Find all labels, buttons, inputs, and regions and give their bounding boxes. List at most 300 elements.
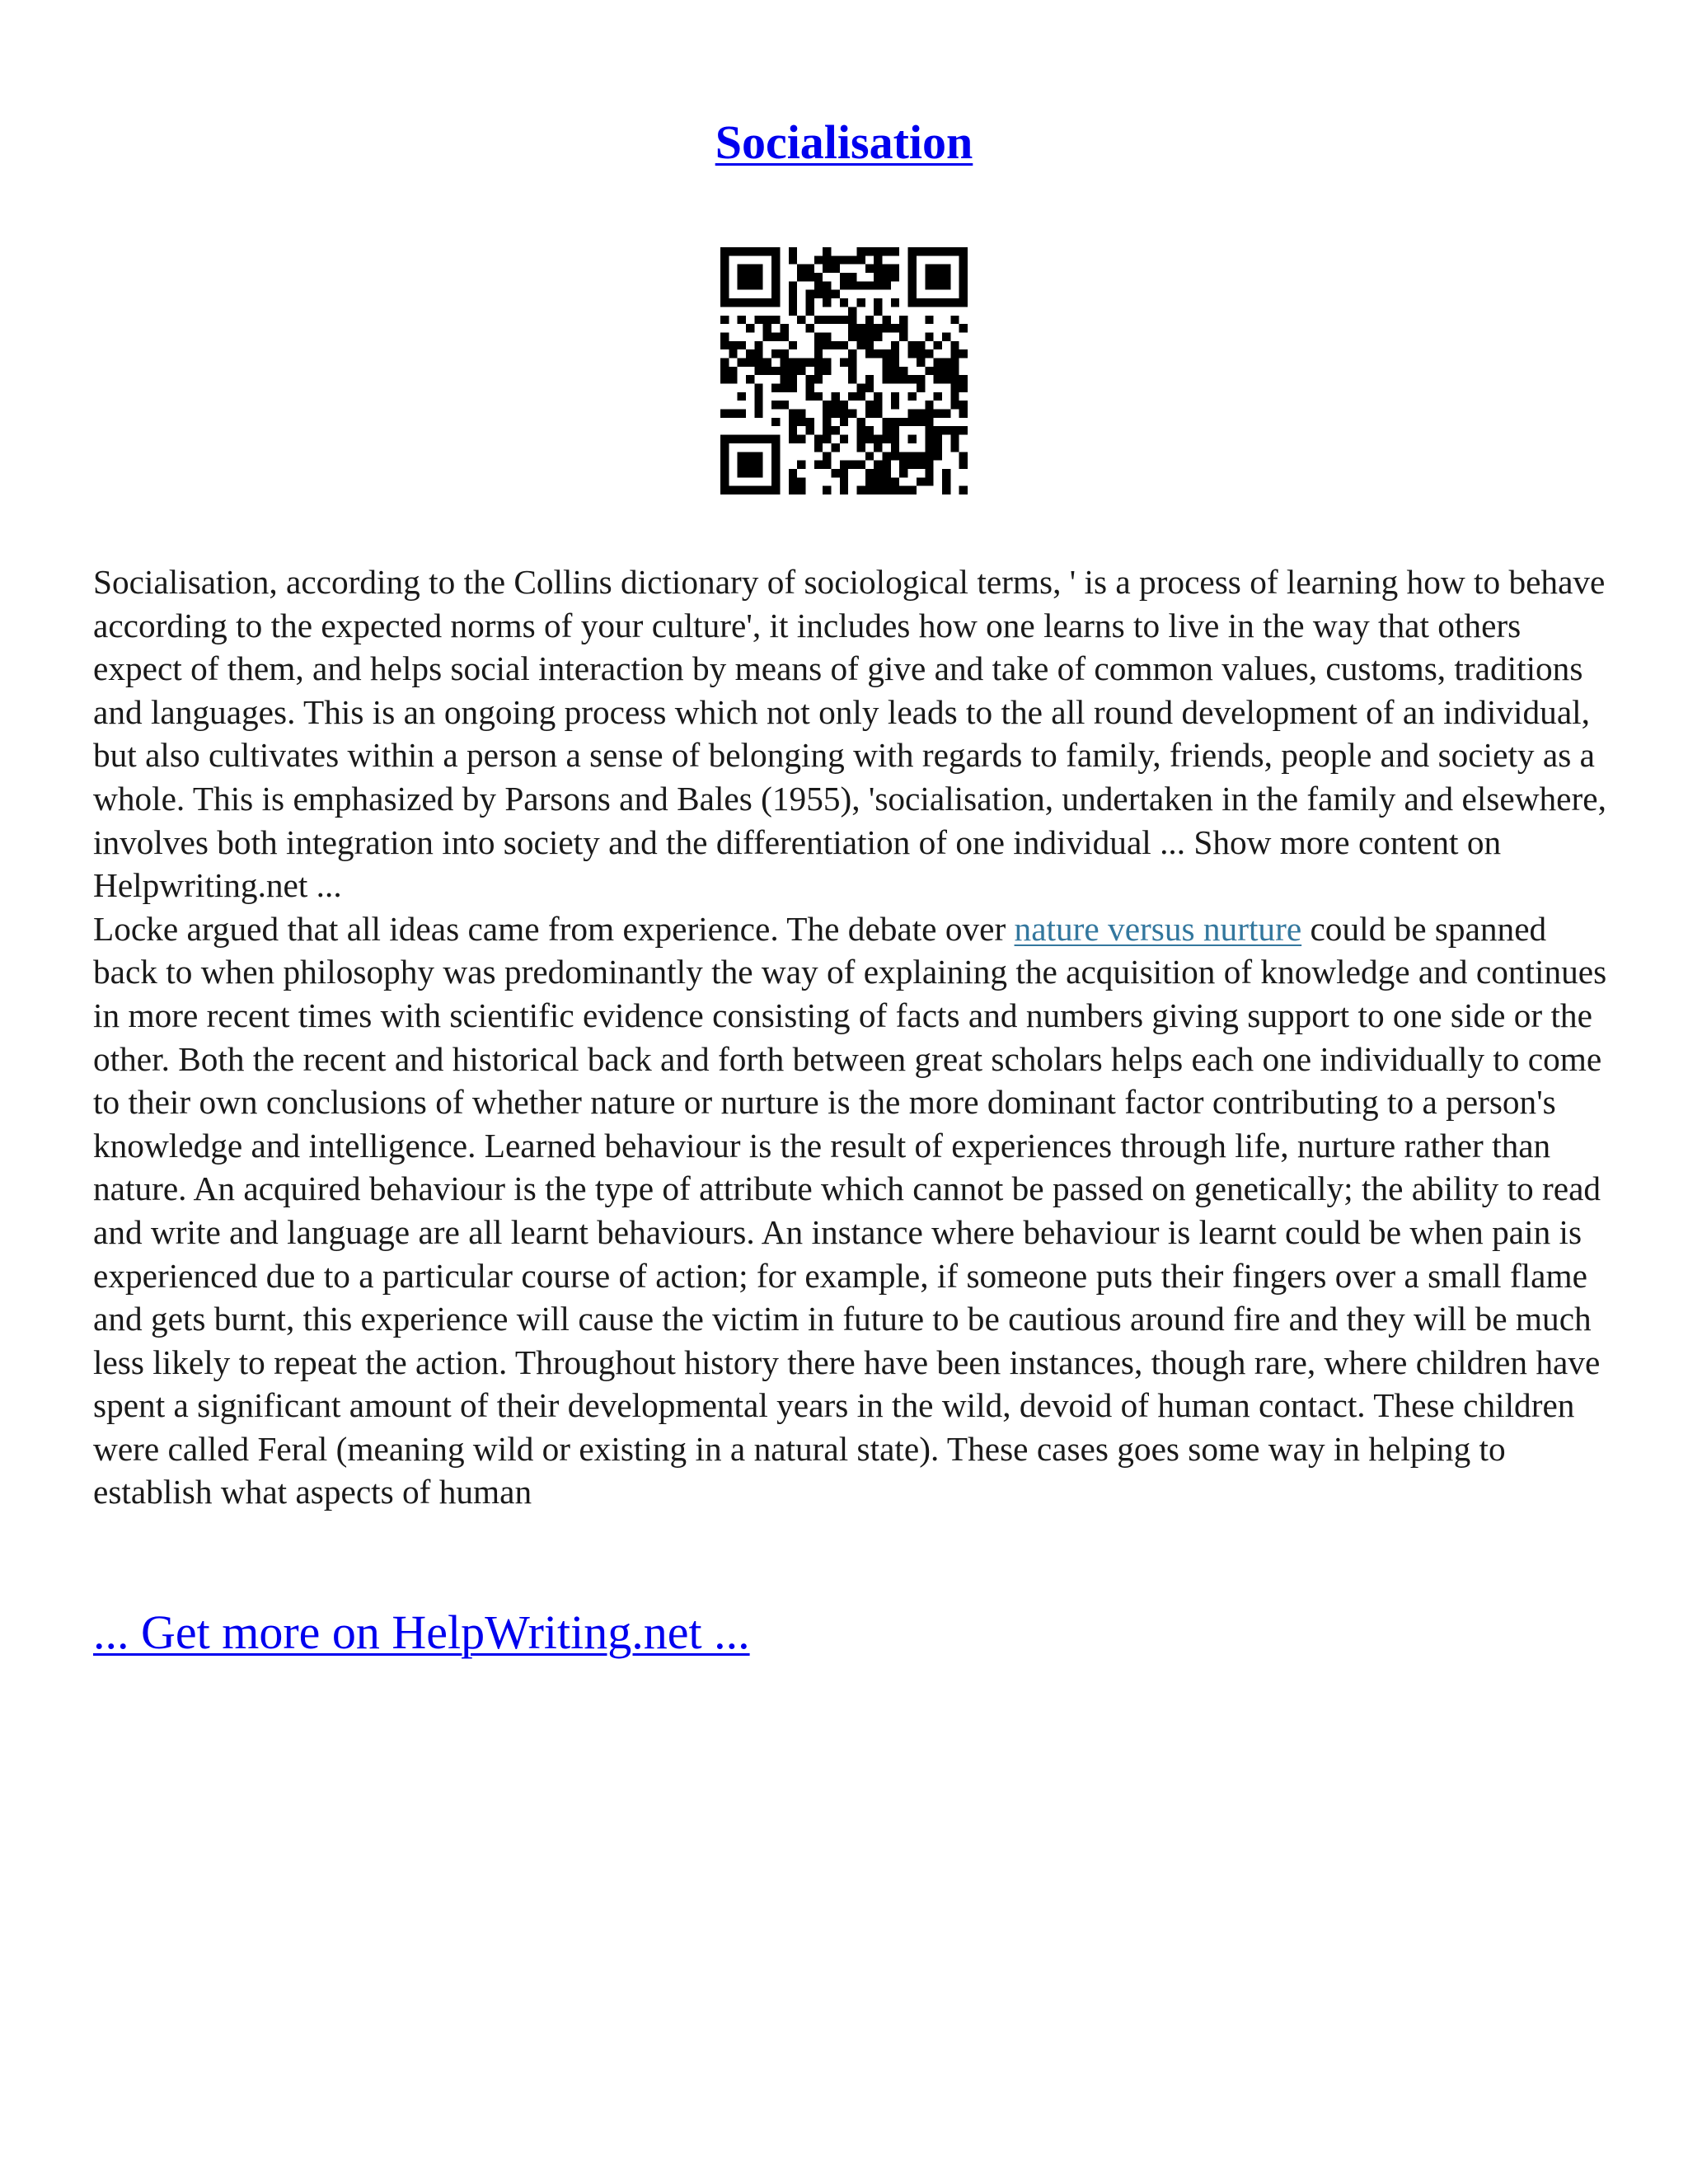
qr-module bbox=[883, 316, 891, 324]
qr-module bbox=[789, 358, 797, 366]
qr-module bbox=[857, 426, 865, 434]
qr-module bbox=[865, 265, 874, 273]
qr-module bbox=[780, 358, 788, 366]
qr-module bbox=[899, 469, 907, 477]
qr-module bbox=[763, 367, 771, 375]
qr-module bbox=[917, 358, 925, 366]
qr-module bbox=[865, 332, 874, 340]
qr-module bbox=[814, 435, 823, 443]
qr-module bbox=[942, 358, 950, 366]
qr-module bbox=[934, 265, 942, 273]
qr-module bbox=[840, 469, 848, 477]
qr-module bbox=[950, 247, 959, 255]
qr-module bbox=[797, 273, 805, 281]
qr-module bbox=[823, 401, 831, 409]
qr-module bbox=[865, 349, 874, 358]
qr-module bbox=[797, 477, 805, 485]
qr-module bbox=[789, 426, 797, 434]
qr-module bbox=[891, 392, 899, 401]
qr-module bbox=[720, 469, 729, 477]
document-title bbox=[0, 114, 1688, 171]
qr-module bbox=[857, 461, 865, 469]
qr-module bbox=[848, 349, 856, 358]
get-more-paragraph bbox=[93, 1604, 750, 1661]
qr-module bbox=[942, 469, 950, 477]
qr-module bbox=[720, 486, 729, 494]
qr-module bbox=[780, 384, 788, 392]
qr-module bbox=[891, 435, 899, 443]
qr-module bbox=[840, 358, 848, 366]
qr-module bbox=[950, 316, 959, 324]
qr-module bbox=[823, 316, 831, 324]
qr-module bbox=[771, 435, 780, 443]
qr-module bbox=[840, 281, 848, 289]
qr-module bbox=[771, 290, 780, 298]
qr-module bbox=[814, 255, 823, 264]
qr-module bbox=[857, 341, 865, 349]
qr-module bbox=[891, 486, 899, 494]
qr-module bbox=[857, 435, 865, 443]
qr-module bbox=[857, 392, 865, 401]
qr-module bbox=[789, 281, 797, 289]
qr-module bbox=[908, 452, 917, 460]
qr-module bbox=[746, 469, 754, 477]
qr-module bbox=[831, 316, 839, 324]
qr-module bbox=[848, 307, 856, 315]
qr-module bbox=[908, 349, 917, 358]
qr-module bbox=[720, 410, 729, 418]
qr-module bbox=[950, 401, 959, 409]
qr-module bbox=[720, 247, 729, 255]
qr-module bbox=[883, 418, 891, 426]
qr-module bbox=[925, 418, 933, 426]
qr-module bbox=[959, 265, 968, 273]
qr-module bbox=[720, 435, 729, 443]
qr-module bbox=[883, 375, 891, 383]
qr-module bbox=[805, 426, 814, 434]
qr-module bbox=[934, 273, 942, 281]
qr-module bbox=[789, 307, 797, 315]
qr-module bbox=[754, 298, 762, 307]
qr-module bbox=[763, 298, 771, 307]
qr-module bbox=[857, 443, 865, 452]
qr-module bbox=[908, 273, 917, 281]
qr-module bbox=[754, 469, 762, 477]
qr-module bbox=[754, 435, 762, 443]
qr-module bbox=[865, 375, 874, 383]
qr-module bbox=[840, 341, 848, 349]
qr-module bbox=[883, 477, 891, 485]
qr-module bbox=[891, 477, 899, 485]
qr-module bbox=[865, 401, 874, 409]
qr-module bbox=[823, 247, 831, 255]
qr-module bbox=[789, 367, 797, 375]
qr-module bbox=[925, 298, 933, 307]
qr-module bbox=[738, 298, 746, 307]
qr-module bbox=[823, 358, 831, 366]
qr-module bbox=[934, 281, 942, 289]
qr-module bbox=[934, 375, 942, 383]
qr-module bbox=[959, 384, 968, 392]
qr-module bbox=[908, 461, 917, 469]
qr-module bbox=[891, 418, 899, 426]
qr-module bbox=[789, 384, 797, 392]
qr-module bbox=[883, 324, 891, 332]
qr-module bbox=[771, 332, 780, 340]
qr-module bbox=[908, 392, 917, 401]
qr-module bbox=[763, 316, 771, 324]
qr-module bbox=[917, 477, 925, 485]
qr-module bbox=[720, 281, 729, 289]
qr-module bbox=[857, 332, 865, 340]
qr-module bbox=[840, 255, 848, 264]
qr-module bbox=[848, 367, 856, 375]
qr-module bbox=[720, 290, 729, 298]
qr-module bbox=[746, 265, 754, 273]
title-link[interactable]: Socialisation bbox=[715, 115, 973, 169]
qr-module bbox=[934, 358, 942, 366]
get-more-link[interactable]: ... Get more on HelpWriting.net ... bbox=[93, 1605, 750, 1659]
qr-module bbox=[771, 418, 780, 426]
qr-module bbox=[942, 486, 950, 494]
qr-module bbox=[865, 486, 874, 494]
qr-module bbox=[848, 375, 856, 383]
qr-module bbox=[789, 298, 797, 307]
qr-module bbox=[848, 410, 856, 418]
qr-module bbox=[754, 349, 762, 358]
qr-module bbox=[720, 298, 729, 307]
qr-module bbox=[883, 273, 891, 281]
qr-module bbox=[789, 290, 797, 298]
qr-module bbox=[780, 367, 788, 375]
qr-module bbox=[805, 307, 814, 315]
qr-module bbox=[883, 358, 891, 366]
qr-module bbox=[925, 401, 933, 409]
qr-module bbox=[874, 486, 882, 494]
qr-module bbox=[763, 358, 771, 366]
qr-module bbox=[754, 486, 762, 494]
qr-module bbox=[950, 435, 959, 443]
qr-module bbox=[848, 316, 856, 324]
qr-module bbox=[789, 375, 797, 383]
qr-module bbox=[754, 392, 762, 401]
qr-module bbox=[738, 265, 746, 273]
qr-module bbox=[874, 410, 882, 418]
qr-module bbox=[891, 298, 899, 307]
qr-module bbox=[908, 341, 917, 349]
qr-module bbox=[720, 367, 729, 375]
qr-module bbox=[908, 486, 917, 494]
qr-module bbox=[763, 247, 771, 255]
qr-module bbox=[950, 349, 959, 358]
qr-module bbox=[857, 418, 865, 426]
qr-module bbox=[746, 273, 754, 281]
qr-module bbox=[934, 443, 942, 452]
qr-module bbox=[754, 316, 762, 324]
qr-module bbox=[840, 486, 848, 494]
qr-module bbox=[754, 265, 762, 273]
qr-module bbox=[899, 332, 907, 340]
qr-module bbox=[925, 367, 933, 375]
qr-module bbox=[934, 452, 942, 460]
qr-module bbox=[814, 443, 823, 452]
qr-module bbox=[959, 452, 968, 460]
qr-module bbox=[729, 349, 737, 358]
qr-module bbox=[857, 384, 865, 392]
qr-module bbox=[754, 410, 762, 418]
qr-module bbox=[925, 273, 933, 281]
qr-module bbox=[729, 435, 737, 443]
qr-module bbox=[874, 349, 882, 358]
qr-module bbox=[746, 349, 754, 358]
qr-module bbox=[874, 469, 882, 477]
qr-module bbox=[865, 426, 874, 434]
qr-module bbox=[840, 435, 848, 443]
qr-module bbox=[720, 452, 729, 460]
qr-module bbox=[891, 358, 899, 366]
qr-module bbox=[831, 401, 839, 409]
qr-module bbox=[823, 418, 831, 426]
qr-module bbox=[763, 486, 771, 494]
qr-module bbox=[831, 426, 839, 434]
qr-module bbox=[814, 392, 823, 401]
qr-module bbox=[883, 469, 891, 477]
qr-module bbox=[805, 418, 814, 426]
qr-module bbox=[738, 469, 746, 477]
qr-module bbox=[899, 324, 907, 332]
qr-module bbox=[848, 324, 856, 332]
qr-module bbox=[950, 384, 959, 392]
qr-module bbox=[754, 401, 762, 409]
qr-module bbox=[754, 452, 762, 460]
qr-module bbox=[823, 332, 831, 340]
qr-module bbox=[738, 316, 746, 324]
qr-module bbox=[771, 477, 780, 485]
qr-module bbox=[874, 255, 882, 264]
paragraph-intro: Socialisation, according to the Collins dictionary of sociological terms, ' is a process of learning how to behave according to the expected norms of your culture', it includes how one learns to live in the way that others expect of them, and helps social interaction by means of give and take of common values, customs, traditions and languages. This is an ongoing process which not only leads to the all round development of an individual, but also cultivates within a person a sense of belonging with regards to family, friends, people and society as a whole. This is emphasized by Parsons and Bales (1955), 'socialisation, undertaken in the family and elsewhere, involves both integration into society and the differentiation of one individual ... Show more content on Helpwriting.net ... bbox=[93, 563, 1606, 905]
qr-module bbox=[738, 281, 746, 289]
qr-module bbox=[899, 316, 907, 324]
qr-module bbox=[934, 392, 942, 401]
qr-module bbox=[848, 332, 856, 340]
qr-module bbox=[925, 452, 933, 460]
qr-module bbox=[917, 418, 925, 426]
qr-module bbox=[823, 255, 831, 264]
qr-module bbox=[950, 298, 959, 307]
qr-module bbox=[950, 426, 959, 434]
qr-module bbox=[959, 281, 968, 289]
qr-module bbox=[942, 375, 950, 383]
qr-module bbox=[891, 452, 899, 460]
qr-module bbox=[942, 477, 950, 485]
qr-module bbox=[874, 332, 882, 340]
qr-module bbox=[899, 418, 907, 426]
qr-module bbox=[823, 298, 831, 307]
qr-module bbox=[865, 469, 874, 477]
qr-module bbox=[780, 401, 788, 409]
qr-module bbox=[865, 410, 874, 418]
qr-module bbox=[746, 324, 754, 332]
qr-module bbox=[805, 384, 814, 392]
qr-module bbox=[805, 290, 814, 298]
qr-module bbox=[865, 341, 874, 349]
qr-module bbox=[720, 332, 729, 340]
qr-module bbox=[814, 367, 823, 375]
qr-module bbox=[814, 341, 823, 349]
qr-module bbox=[797, 316, 805, 324]
qr-module bbox=[763, 332, 771, 340]
qr-module bbox=[942, 273, 950, 281]
qr-module bbox=[865, 324, 874, 332]
qr-module bbox=[823, 452, 831, 460]
qr-module bbox=[865, 384, 874, 392]
qr-module bbox=[899, 367, 907, 375]
qr-module bbox=[814, 375, 823, 383]
qr-module bbox=[789, 247, 797, 255]
qr-module bbox=[771, 298, 780, 307]
qr-module bbox=[720, 443, 729, 452]
qr-module bbox=[789, 469, 797, 477]
qr-module bbox=[934, 247, 942, 255]
qr-module bbox=[891, 265, 899, 273]
qr-code-icon bbox=[720, 247, 968, 494]
qr-module bbox=[823, 435, 831, 443]
qr-module bbox=[883, 461, 891, 469]
qr-module bbox=[934, 341, 942, 349]
qr-module bbox=[899, 375, 907, 383]
qr-module bbox=[874, 307, 882, 315]
qr-module bbox=[857, 486, 865, 494]
qr-module bbox=[771, 486, 780, 494]
paragraph-locke-start: Locke argued that all ideas came from experience. The debate over bbox=[93, 909, 1015, 948]
qr-module bbox=[746, 461, 754, 469]
qr-module bbox=[934, 298, 942, 307]
qr-module bbox=[797, 265, 805, 273]
qr-module bbox=[883, 426, 891, 434]
qr-module bbox=[823, 486, 831, 494]
qr-module bbox=[831, 410, 839, 418]
qr-module bbox=[883, 486, 891, 494]
qr-module bbox=[771, 401, 780, 409]
qr-module bbox=[823, 290, 831, 298]
qr-module bbox=[754, 247, 762, 255]
qr-module bbox=[950, 367, 959, 375]
qr-module bbox=[729, 367, 737, 375]
qr-module bbox=[959, 324, 968, 332]
qr-module bbox=[823, 426, 831, 434]
qr-module bbox=[883, 281, 891, 289]
qr-module bbox=[865, 247, 874, 255]
qr-module bbox=[883, 435, 891, 443]
qr-module bbox=[831, 392, 839, 401]
qr-module bbox=[780, 375, 788, 383]
qr-module bbox=[720, 358, 729, 366]
qr-module bbox=[908, 298, 917, 307]
qr-module bbox=[950, 392, 959, 401]
qr-module bbox=[754, 341, 762, 349]
qr-module bbox=[805, 273, 814, 281]
qr-module bbox=[814, 358, 823, 366]
qr-module bbox=[891, 367, 899, 375]
qr-module bbox=[917, 461, 925, 469]
qr-module bbox=[763, 435, 771, 443]
qr-module bbox=[789, 255, 797, 264]
qr-module bbox=[720, 375, 729, 383]
qr-module bbox=[840, 273, 848, 281]
qr-module bbox=[840, 316, 848, 324]
qr-module bbox=[917, 375, 925, 383]
qr-module bbox=[857, 298, 865, 307]
qr-module bbox=[771, 349, 780, 358]
qr-module bbox=[917, 410, 925, 418]
qr-module bbox=[950, 341, 959, 349]
qr-module bbox=[874, 461, 882, 469]
qr-module bbox=[738, 341, 746, 349]
qr-module bbox=[942, 332, 950, 340]
qr-module bbox=[720, 477, 729, 485]
qr-module bbox=[840, 477, 848, 485]
qr-module bbox=[805, 392, 814, 401]
qr-module bbox=[848, 358, 856, 366]
qr-module bbox=[780, 324, 788, 332]
qr-module bbox=[942, 265, 950, 273]
qr-module bbox=[805, 324, 814, 332]
qr-module bbox=[738, 435, 746, 443]
qr-module bbox=[891, 426, 899, 434]
qr-module bbox=[959, 247, 968, 255]
qr-module bbox=[797, 486, 805, 494]
qr-module bbox=[789, 486, 797, 494]
qr-module bbox=[738, 273, 746, 281]
qr-module bbox=[771, 443, 780, 452]
qr-module bbox=[865, 316, 874, 324]
qr-module bbox=[959, 461, 968, 469]
qr-module bbox=[805, 265, 814, 273]
qr-module bbox=[934, 410, 942, 418]
qr-module bbox=[754, 367, 762, 375]
qr-module bbox=[771, 384, 780, 392]
qr-module bbox=[917, 384, 925, 392]
qr-module bbox=[771, 281, 780, 289]
qr-module bbox=[848, 255, 856, 264]
qr-module bbox=[720, 341, 729, 349]
qr-module bbox=[874, 435, 882, 443]
qr-module bbox=[959, 375, 968, 383]
qr-module bbox=[917, 452, 925, 460]
qr-module bbox=[754, 384, 762, 392]
qr-module bbox=[771, 265, 780, 273]
qr-module bbox=[771, 255, 780, 264]
qr-module bbox=[857, 247, 865, 255]
qr-module bbox=[823, 367, 831, 375]
qr-module bbox=[840, 401, 848, 409]
qr-module bbox=[925, 281, 933, 289]
qr-module bbox=[942, 367, 950, 375]
qr-module bbox=[874, 324, 882, 332]
qr-module bbox=[857, 255, 865, 264]
qr-module bbox=[959, 290, 968, 298]
qr-module bbox=[959, 410, 968, 418]
qr-module bbox=[746, 281, 754, 289]
qr-module bbox=[797, 410, 805, 418]
qr-module bbox=[738, 247, 746, 255]
qr-module bbox=[874, 477, 882, 485]
qr-module bbox=[959, 349, 968, 358]
nature-versus-nurture-link[interactable]: nature versus nurture bbox=[1014, 909, 1302, 948]
qr-module bbox=[865, 435, 874, 443]
qr-module bbox=[805, 375, 814, 383]
qr-module bbox=[925, 477, 933, 485]
